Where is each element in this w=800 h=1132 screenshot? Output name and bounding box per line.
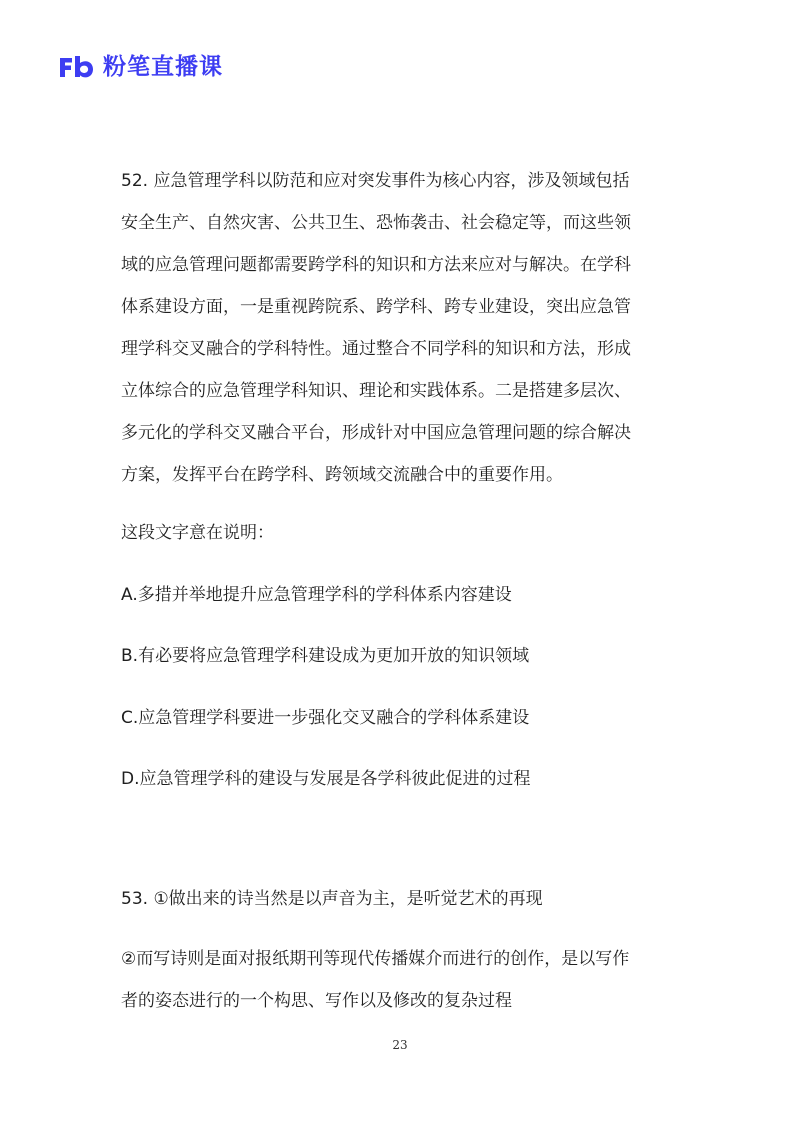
option-b: B.有必要将应急管理学科建设成为更加开放的知识领域 <box>121 646 530 666</box>
question-53-line-1: 53. ①做出来的诗当然是以声音为主，是听觉艺术的再现 <box>121 889 543 909</box>
option-a: A.多措并举地提升应急管理学科的学科体系内容建设 <box>121 585 512 605</box>
brand-name: 粉笔直播课 <box>103 54 223 80</box>
passage-line: 立体综合的应急管理学科知识、理论和实践体系。二是搭建多层次、 <box>121 381 631 401</box>
passage-line: 方案，发挥平台在跨学科、跨领域交流融合中的重要作用。 <box>121 465 563 485</box>
passage-line: 52. 应急管理学科以防范和应对突发事件为核心内容，涉及领域包括 <box>121 171 630 191</box>
brand-header <box>57 52 223 82</box>
question-52-prompt: 这段文字意在说明： <box>121 523 274 543</box>
question-53-line-3: 者的姿态进行的一个构思、写作以及修改的复杂过程 <box>121 991 512 1011</box>
option-d: D.应急管理学科的建设与发展是各学科彼此促进的过程 <box>121 769 531 789</box>
passage-line: 多元化的学科交叉融合平台，形成针对中国应急管理问题的综合解决 <box>121 423 631 443</box>
passage-line: 理学科交叉融合的学科特性。通过整合不同学科的知识和方法，形成 <box>121 339 631 359</box>
passage-line: 安全生产、自然灾害、公共卫生、恐怖袭击、社会稳定等，而这些领 <box>121 213 631 233</box>
passage-line: 域的应急管理问题都需要跨学科的知识和方法来应对与解决。在学科 <box>121 255 631 275</box>
question-52-passage <box>121 160 631 496</box>
fb-logo-icon <box>57 54 95 80</box>
page-number: 23 <box>392 1038 408 1052</box>
question-53-line-2: ②而写诗则是面对报纸期刊等现代传播媒介而进行的创作，是以写作 <box>121 949 630 969</box>
passage-line: 体系建设方面，一是重视跨院系、跨学科、跨专业建设，突出应急管 <box>121 297 631 317</box>
option-c: C.应急管理学科要进一步强化交叉融合的学科体系建设 <box>121 708 530 728</box>
